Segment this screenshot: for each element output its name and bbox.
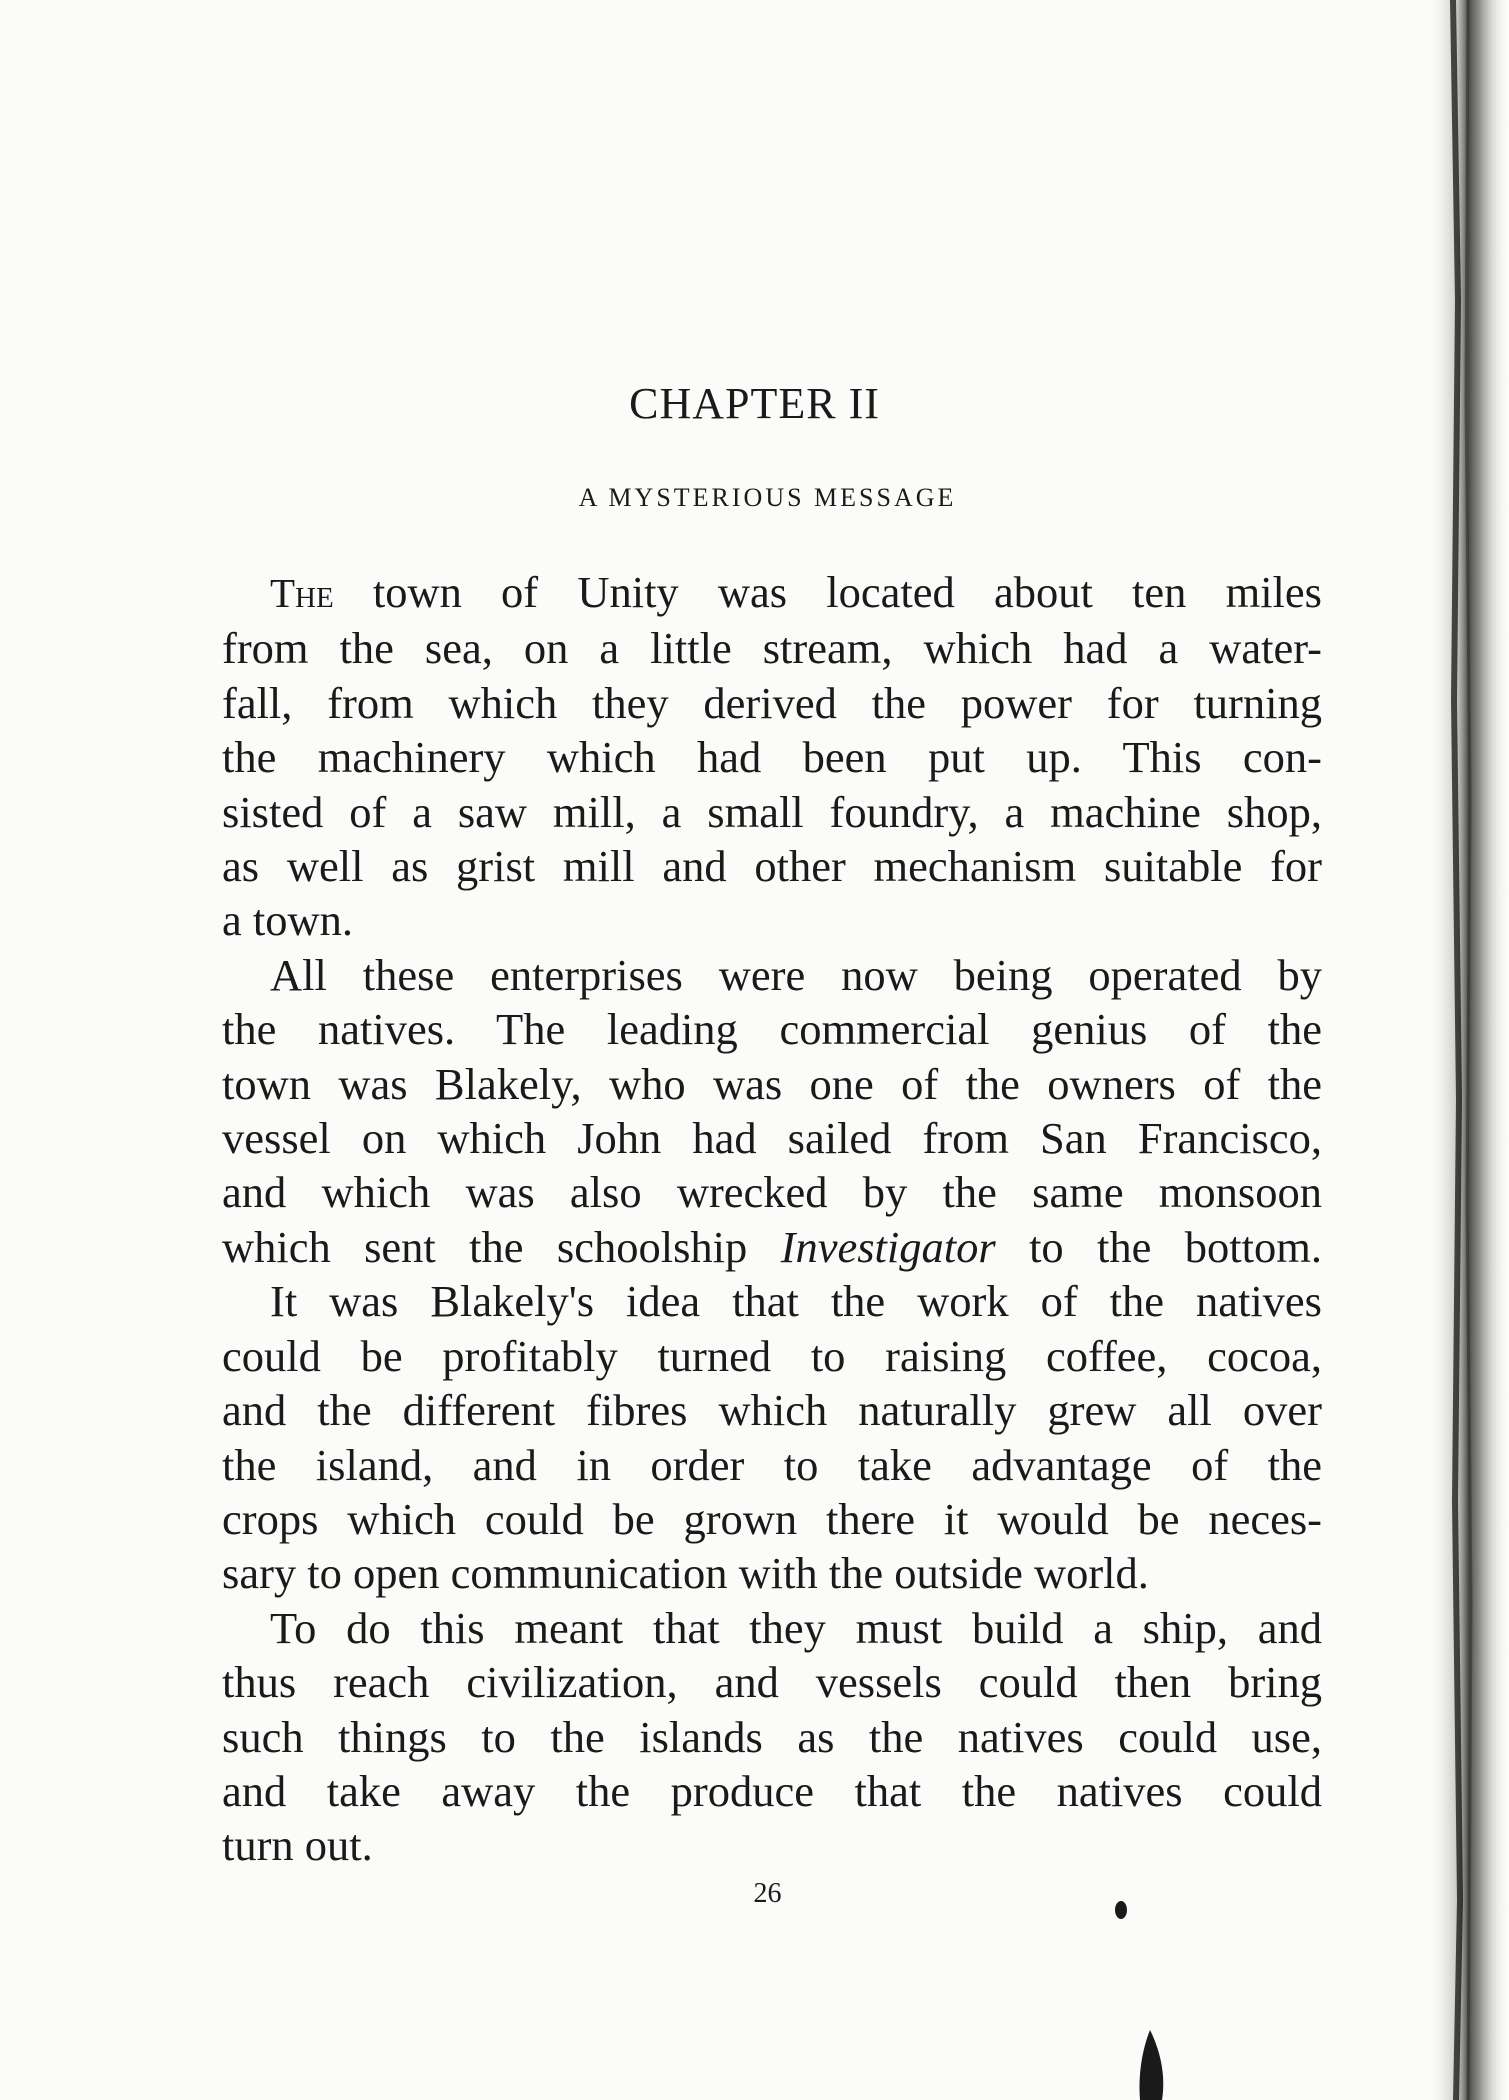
text-line: vessel on which John had sailed from San Francisco, [222, 1113, 1322, 1164]
text-line: turn out. [222, 1820, 373, 1871]
drop-lead-word: The [270, 571, 334, 616]
text-line: the machinery which had been put up. This con- [222, 732, 1322, 783]
text-line: town was Blakely, who was one of the owners of the [222, 1058, 1322, 1109]
text-line: sary to open communication with the outside world. [222, 1548, 1149, 1599]
page-number: 26 [753, 1878, 782, 1909]
text-line: and take away the produce that the natives could [222, 1765, 1322, 1816]
text-line: from the sea, on a little stream, which had a water- [222, 623, 1322, 674]
paragraph-1 [222, 565, 1322, 948]
text-line: All these enterprises were now being operated by [270, 949, 1322, 1000]
ship-name-italic: Investigator [780, 1221, 996, 1272]
text-line: could be profitably turned to raising coffee, cocoa, [222, 1330, 1322, 1381]
paragraph-3 [222, 1274, 1322, 1600]
paragraph-2 [222, 948, 1322, 1274]
text-line: as well as grist mill and other mechanism suitable for [222, 841, 1322, 892]
text-line: thus reach civilization, and vessels could then bring [222, 1657, 1322, 1708]
chapter-title: CHAPTER II [629, 379, 880, 428]
ink-smudge [1132, 2030, 1172, 2100]
binding-edge-shadow [1428, 0, 1509, 2100]
text-line: the natives. The leading commercial genius of the [222, 1004, 1322, 1055]
paragraph-4 [222, 1601, 1322, 1873]
chapter-subtitle: A MYSTERIOUS MESSAGE [578, 483, 957, 512]
text-line: It was Blakely's idea that the work of the natives [270, 1276, 1322, 1327]
text-line: the island, and in order to take advantage of the [222, 1439, 1322, 1490]
text-line: fall, from which they derived the power for turning [222, 677, 1322, 728]
text-line: sisted of a saw mill, a small foundry, a machine shop, [222, 786, 1322, 837]
text-line: and the different fibres which naturally grew all over [222, 1385, 1322, 1436]
text-line: crops which could be grown there it would be neces- [222, 1493, 1322, 1544]
text-line: which sent the schoolship Investigator to the bottom. [222, 1221, 1322, 1272]
text-line: The town of Unity was located about ten miles [270, 567, 1322, 617]
chapter-body [222, 565, 1322, 1873]
ink-dot [1112, 1898, 1130, 1922]
text-line: and which was also wrecked by the same monsoon [222, 1167, 1322, 1218]
text-line: a town. [222, 895, 354, 946]
text-line: To do this meant that they must build a ship, and [270, 1602, 1322, 1653]
text-line: such things to the islands as the natives could use, [222, 1711, 1322, 1762]
